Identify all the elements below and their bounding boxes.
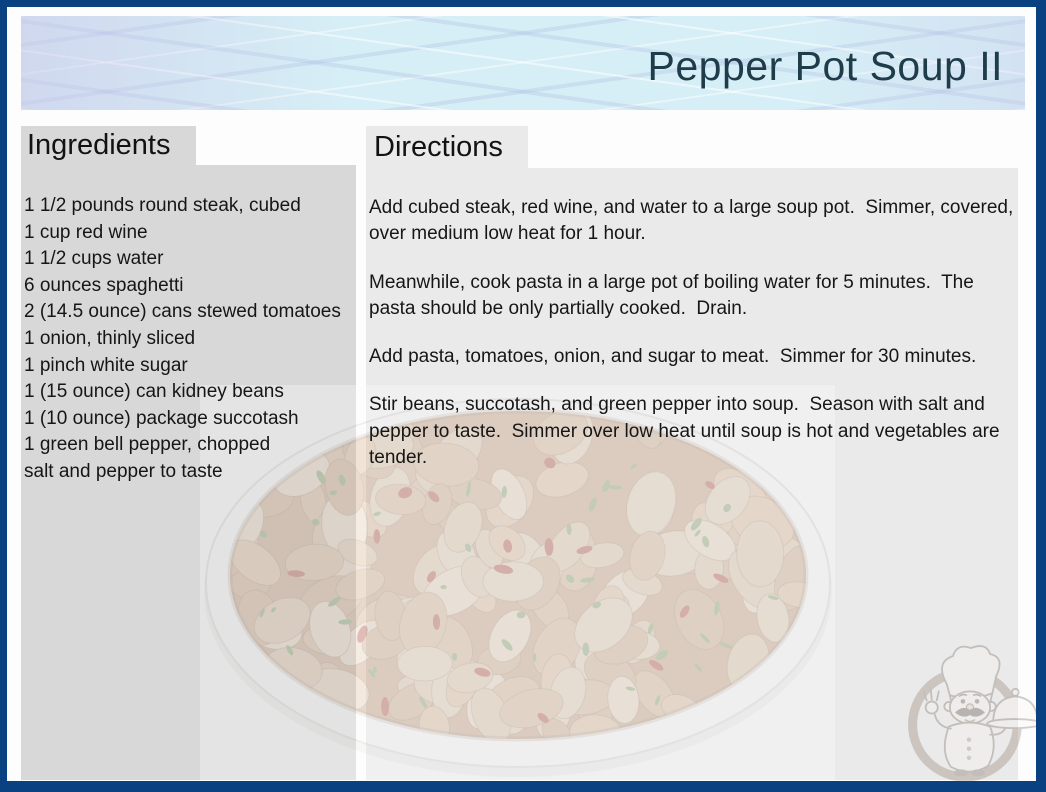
directions-panel (366, 168, 1018, 780)
ingredients-heading: Ingredients (21, 126, 196, 165)
direction-step: Add pasta, tomatoes, onion, and sugar to meat. Simmer for 30 minutes. (369, 346, 977, 368)
header-banner (21, 16, 1025, 110)
directions-heading: Directions (366, 126, 528, 169)
direction-step: Add cubed steak, red wine, and water to a large soup pot. Simmer, covered, over medium low heat for 1 hour. (369, 197, 1019, 245)
ingredients-panel (21, 165, 356, 780)
ingredient-item: 1 onion, thinly sliced (24, 327, 196, 349)
directions-steps (369, 195, 1019, 471)
ingredient-item: 1 1/2 pounds round steak, cubed (24, 195, 301, 216)
direction-step: Meanwhile, cook pasta in a large pot of boiling water for 5 minutes. The pasta should be only partially cooked. Drain. (369, 271, 980, 319)
ingredient-item: 1 (10 ounce) package succotash (24, 407, 299, 429)
direction-step: Stir beans, succotash, and green pepper into soup. Season with salt and pepper to taste. Simmer over low heat until soup is hot and vegetables are tender. (369, 394, 1005, 469)
page-background (7, 7, 1036, 781)
ingredient-item: salt and pepper to taste (24, 460, 223, 482)
ingredient-item: 6 ounces spaghetti (24, 274, 184, 296)
ingredient-item: 1 (15 ounce) can kidney beans (24, 381, 284, 403)
ingredient-item: 1 cup red wine (24, 221, 148, 243)
ingredient-item: 1 1/2 cups water (24, 248, 164, 270)
page-title: Pepper Pot Soup II (647, 42, 1003, 89)
ingredients-list (24, 193, 346, 486)
ingredient-item: 1 pinch white sugar (24, 354, 188, 376)
ingredient-item: 2 (14.5 ounce) cans stewed tomatoes (24, 301, 341, 323)
ingredient-item: 1 green bell pepper, chopped (24, 434, 271, 456)
